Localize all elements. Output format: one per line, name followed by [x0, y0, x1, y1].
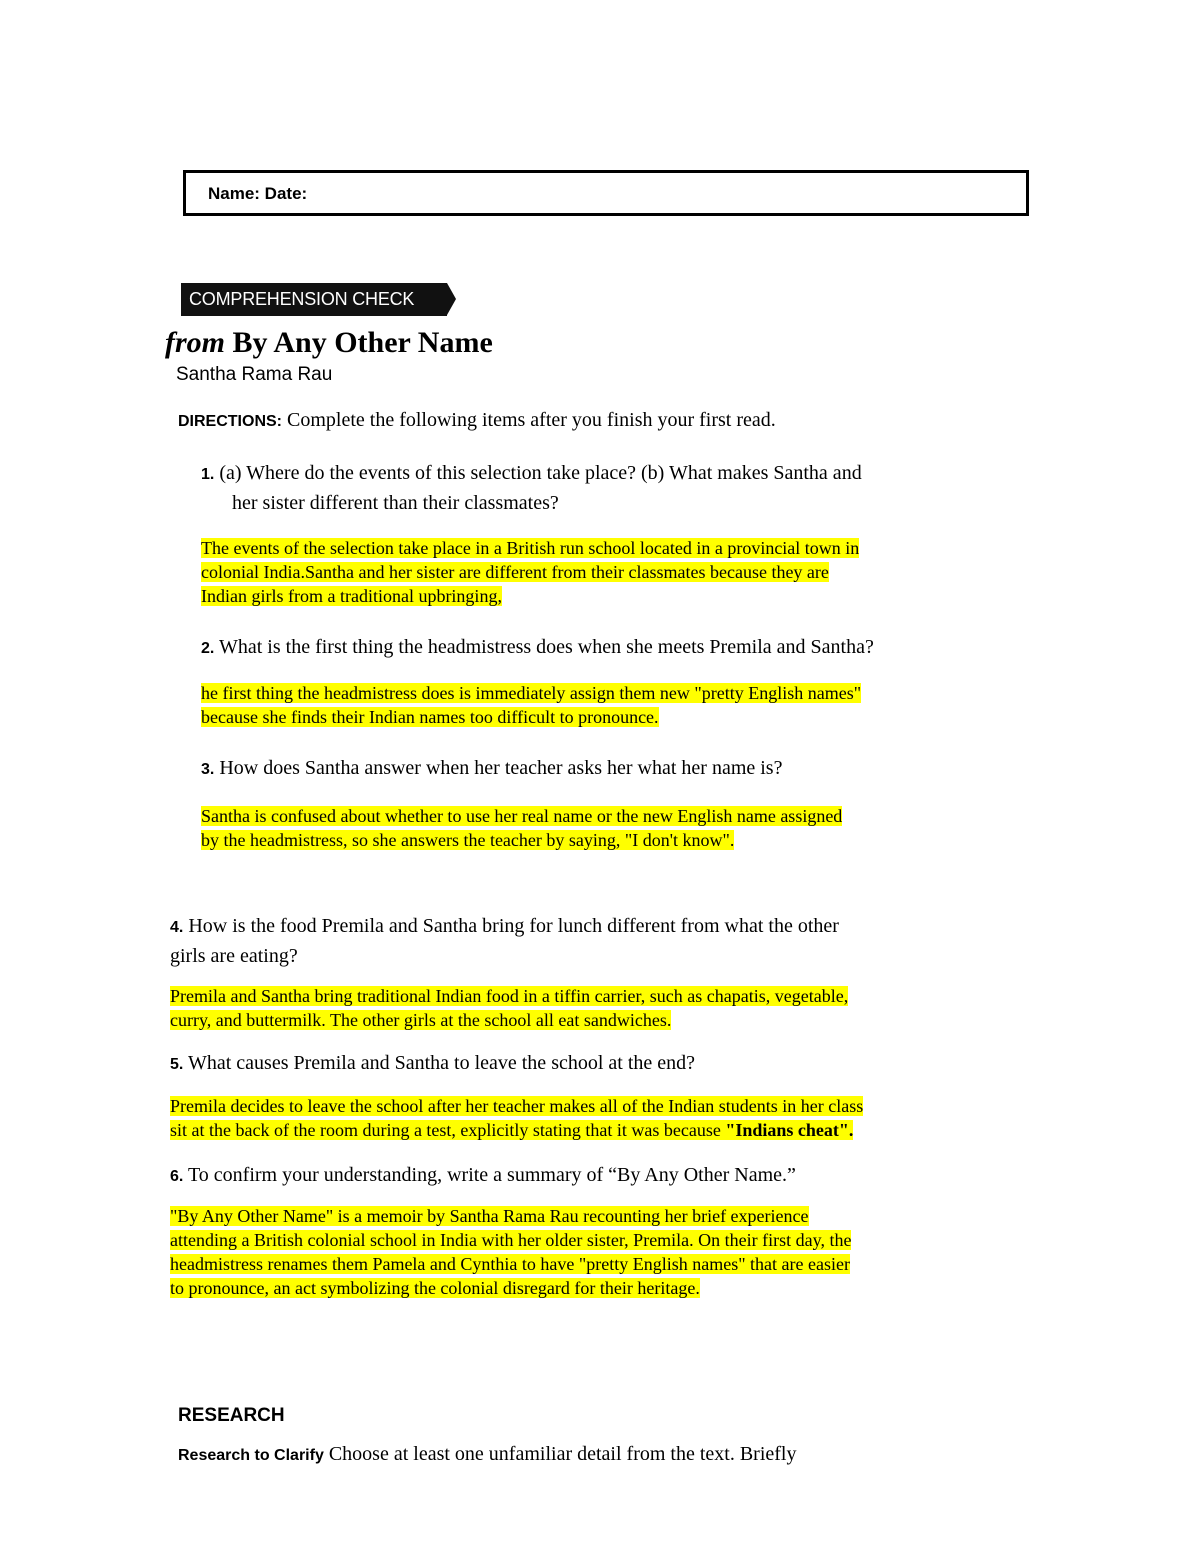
answer-4 — [170, 984, 848, 1032]
question-text: (a) Where do the events of this selection take place? (b) What makes Santha and — [219, 462, 862, 484]
research-label: Research to Clarify — [178, 1447, 324, 1464]
name-date-box — [183, 170, 1029, 216]
answer-line: Premila decides to leave the school after her teacher makes all of the Indian students in her class — [170, 1096, 864, 1116]
question-text: How does Santha answer when her teacher asks her what her name is? — [219, 757, 783, 779]
answer-line: Premila and Santha bring traditional Indian food in a tiffin carrier, such as chapatis, vegetable, — [170, 986, 849, 1006]
answer-2 — [201, 681, 861, 729]
answer-5 — [170, 1094, 863, 1142]
answer-line: to pronounce, an act symbolizing the colonial disregard for their heritage. — [170, 1278, 700, 1298]
answer-line: The events of the selection take place in a British run school located in a provincial town in — [201, 538, 860, 558]
research-heading: RESEARCH — [178, 1405, 285, 1426]
question-1 — [201, 459, 862, 517]
answer-line: headmistress renames them Pamela and Cynthia to have "pretty English names" that are easier — [170, 1254, 850, 1274]
page-title — [165, 326, 493, 360]
question-number: 5. — [170, 1056, 184, 1073]
author-name: Santha Rama Rau — [176, 364, 333, 385]
answer-line: sit at the back of the room during a test, explicitly stating that it was because — [170, 1120, 726, 1140]
comprehension-check-banner: COMPREHENSION CHECK — [181, 283, 447, 316]
banner-arrow-icon — [447, 283, 456, 315]
question-6 — [170, 1161, 796, 1191]
question-number: 1. — [201, 466, 215, 483]
answer-6 — [170, 1204, 851, 1300]
answer-line: "By Any Other Name" is a memoir by Santha Rama Rau recounting her brief experience — [170, 1206, 809, 1226]
question-number: 6. — [170, 1168, 184, 1185]
title-prefix: from — [165, 326, 225, 359]
question-number: 2. — [201, 640, 215, 657]
question-text: What causes Premila and Santha to leave the school at the end? — [187, 1052, 696, 1074]
answer-emphasis: "Indians cheat". — [725, 1120, 854, 1140]
question-number: 3. — [201, 761, 215, 778]
answer-1 — [201, 536, 859, 608]
question-3 — [201, 754, 782, 784]
question-text: What is the first thing the headmistress does when she meets Premila and Santha? — [218, 636, 874, 658]
question-number: 4. — [170, 919, 184, 936]
question-5 — [170, 1049, 695, 1079]
question-text: How is the food Premila and Santha bring for lunch different from what the other — [188, 915, 839, 937]
answer-line: by the headmistress, so she answers the teacher by saying, "I don't know". — [201, 830, 735, 850]
answer-line: attending a British colonial school in India with her older sister, Premila. On their first day, the — [170, 1230, 852, 1250]
question-text: her sister different than their classmates? — [232, 492, 559, 514]
directions-text: Complete the following items after you finish your first read. — [287, 409, 776, 431]
answer-line: he first thing the headmistress does is immediately assign them new "pretty English names" — [201, 683, 862, 703]
question-text: girls are eating? — [170, 945, 298, 967]
answer-3 — [201, 804, 842, 852]
name-date-label: Name: Date: — [208, 184, 308, 203]
answer-line: colonial India.Santha and her sister are different from their classmates because they are — [201, 562, 829, 582]
answer-line: because she finds their Indian names too difficult to pronounce. — [201, 707, 659, 727]
answer-line: Indian girls from a traditional upbringing, — [201, 586, 502, 606]
question-text: To confirm your understanding, write a summary of “By Any Other Name.” — [187, 1164, 796, 1186]
directions — [178, 409, 776, 432]
title-main: By Any Other Name — [232, 326, 493, 359]
directions-label: DIRECTIONS: — [178, 413, 282, 430]
answer-line: curry, and buttermilk. The other girls at the school all eat sandwiches. — [170, 1010, 672, 1030]
research-text: Choose at least one unfamiliar detail from the text. Briefly — [328, 1443, 797, 1465]
answer-line: Santha is confused about whether to use her real name or the new English name assigned — [201, 806, 843, 826]
question-2 — [201, 633, 874, 663]
question-4 — [170, 912, 839, 970]
research-paragraph — [178, 1443, 796, 1466]
